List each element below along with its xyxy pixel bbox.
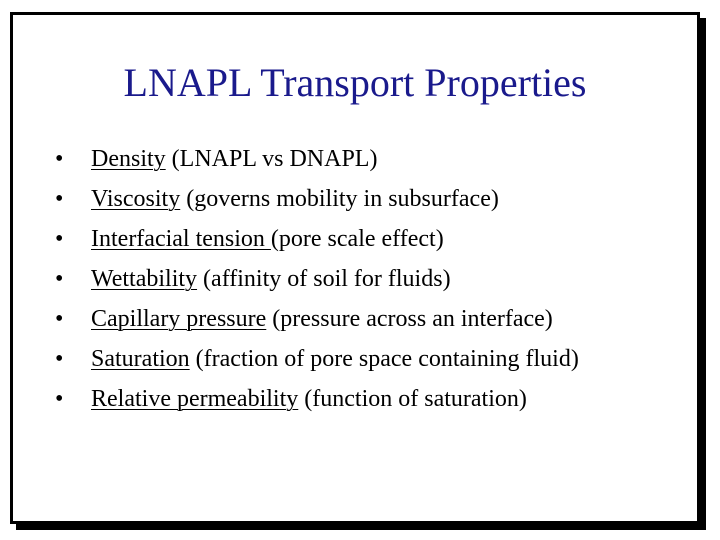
slide-title: LNAPL Transport Properties — [123, 60, 587, 105]
property-term: Viscosity — [91, 186, 181, 212]
bullet-icon: • — [55, 146, 64, 172]
list-item — [55, 219, 579, 259]
property-detail: (LNAPL vs DNAPL) — [165, 146, 378, 172]
property-term: Density — [91, 146, 166, 172]
bullet-icon: • — [55, 186, 64, 212]
property-term: Relative permeability — [91, 386, 299, 412]
property-detail: (affinity of soil for fluids) — [197, 266, 451, 292]
list-item — [55, 259, 579, 299]
bullet-list — [55, 139, 579, 419]
property-detail: (governs mobility in subsurface) — [180, 186, 499, 212]
property-detail: (fraction of pore space containing fluid) — [189, 346, 579, 372]
bullet-icon: • — [55, 266, 64, 292]
list-item — [55, 339, 579, 379]
property-detail: (pore scale effect) — [270, 226, 444, 252]
property-term: Saturation — [91, 346, 190, 372]
list-item — [55, 139, 579, 179]
bullet-icon: • — [55, 386, 64, 412]
bullet-icon: • — [55, 306, 64, 332]
property-term: Interfacial tension — [91, 226, 271, 252]
property-term: Wettability — [91, 266, 198, 292]
slide-frame — [10, 12, 700, 524]
list-item — [55, 179, 579, 219]
property-detail: (pressure across an interface) — [266, 306, 553, 332]
bullet-icon: • — [55, 226, 64, 252]
property-term: Capillary pressure — [91, 306, 267, 332]
bullet-icon: • — [55, 346, 64, 372]
list-item — [55, 299, 579, 339]
property-detail: (function of saturation) — [298, 386, 527, 412]
list-item — [55, 379, 579, 419]
